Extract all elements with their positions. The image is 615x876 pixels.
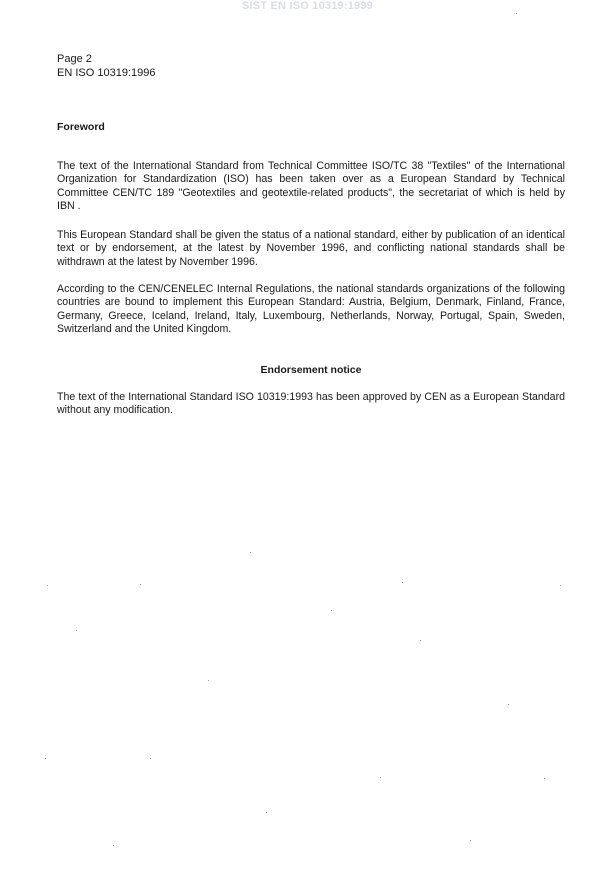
foreword-paragraph-2: This European Standard shall be given the status of a national standard, either by publication of an identical text or by endorsement, at the latest by November 1996, and conflicting national standards shall be withdrawn at the latest by November 1996. [57, 229, 565, 268]
page-number: Page 2 [57, 53, 92, 65]
endorsement-paragraph: The text of the International Standard ISO 10319:1993 has been approved by CEN as a European Standard without any modification. [57, 391, 565, 417]
endorsement-heading: Endorsement notice [260, 364, 362, 376]
document-number: EN ISO 10319:1996 [57, 66, 156, 79]
document-watermark: SIST EN ISO 10319:1999 [242, 0, 373, 12]
page-header [57, 53, 155, 80]
foreword-paragraph-1: The text of the International Standard from Technical Committee ISO/TC 38 "Textiles" of the International Organization for Standardization (ISO) has been taken over as a European Standard by Technical Committee CEN/TC 189 "Geotextiles and geotextile-related products", the secretariat of which is held by IBN . [57, 160, 565, 213]
foreword-heading: Foreword [57, 121, 105, 133]
foreword-paragraph-3: According to the CEN/CENELEC Internal Regulations, the national standards organizations of the following countries are bound to implement this European Standard: Austria, Belgium, Denmark, Finland, France, Germany, Greece, Iceland, Ireland, Italy, Luxembourg, Netherlands, Norway, Portugal, Spain, Sweden, Switzerland and the United Kingdom. [57, 283, 565, 336]
